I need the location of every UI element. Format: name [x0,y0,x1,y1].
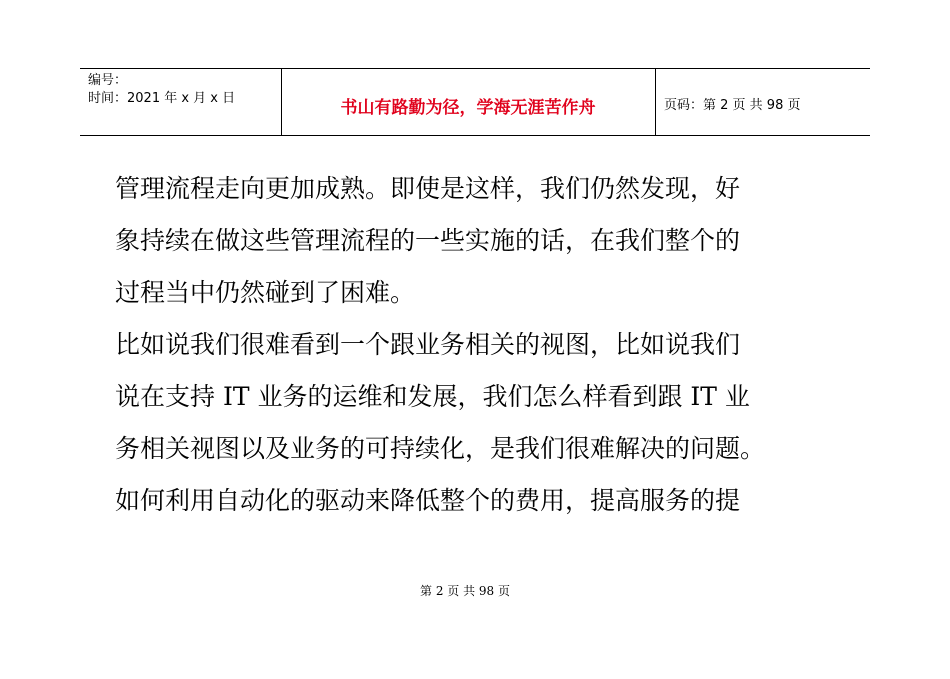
document-number-label: 编号： [88,73,128,88]
body-line: 象持续在做这些管理流程的一些实施的话，在我们整个的 [115,226,741,255]
body-line: 管理流程走向更加成熟。即使是这样，我们仍然发现，好 [115,174,741,203]
page-footer [0,582,950,599]
body-line: 过程当中仍然碰到了困难。 [115,278,416,307]
body-line: 比如说我们很难看到一个跟业务相关的视图，比如说我们 [115,330,741,359]
header-meta [88,72,235,108]
body-line: 如何利用自动化的驱动来降低整个的费用，提高服务的提 [115,486,741,515]
header-divider-right [655,68,656,135]
header-top-rule [80,68,870,69]
header-bottom-rule [80,135,870,136]
document-body [115,171,845,535]
body-line: 说在支持 IT 业务的运维和发展，我们怎么样看到跟 IT 业 [115,382,750,411]
document-time-label: 时间：2021 年 x 月 x 日 [88,91,236,106]
header-page-info: 页码：第 2 页 共 98 页 [664,98,801,113]
body-line: 务相关视图以及业务的可持续化，是我们很难解决的问题。 [115,434,766,463]
footer-page-info: 第 2 页 共 98 页 [420,584,510,598]
header-motto: 书山有路勤为径，学海无涯苦作舟 [340,98,596,118]
